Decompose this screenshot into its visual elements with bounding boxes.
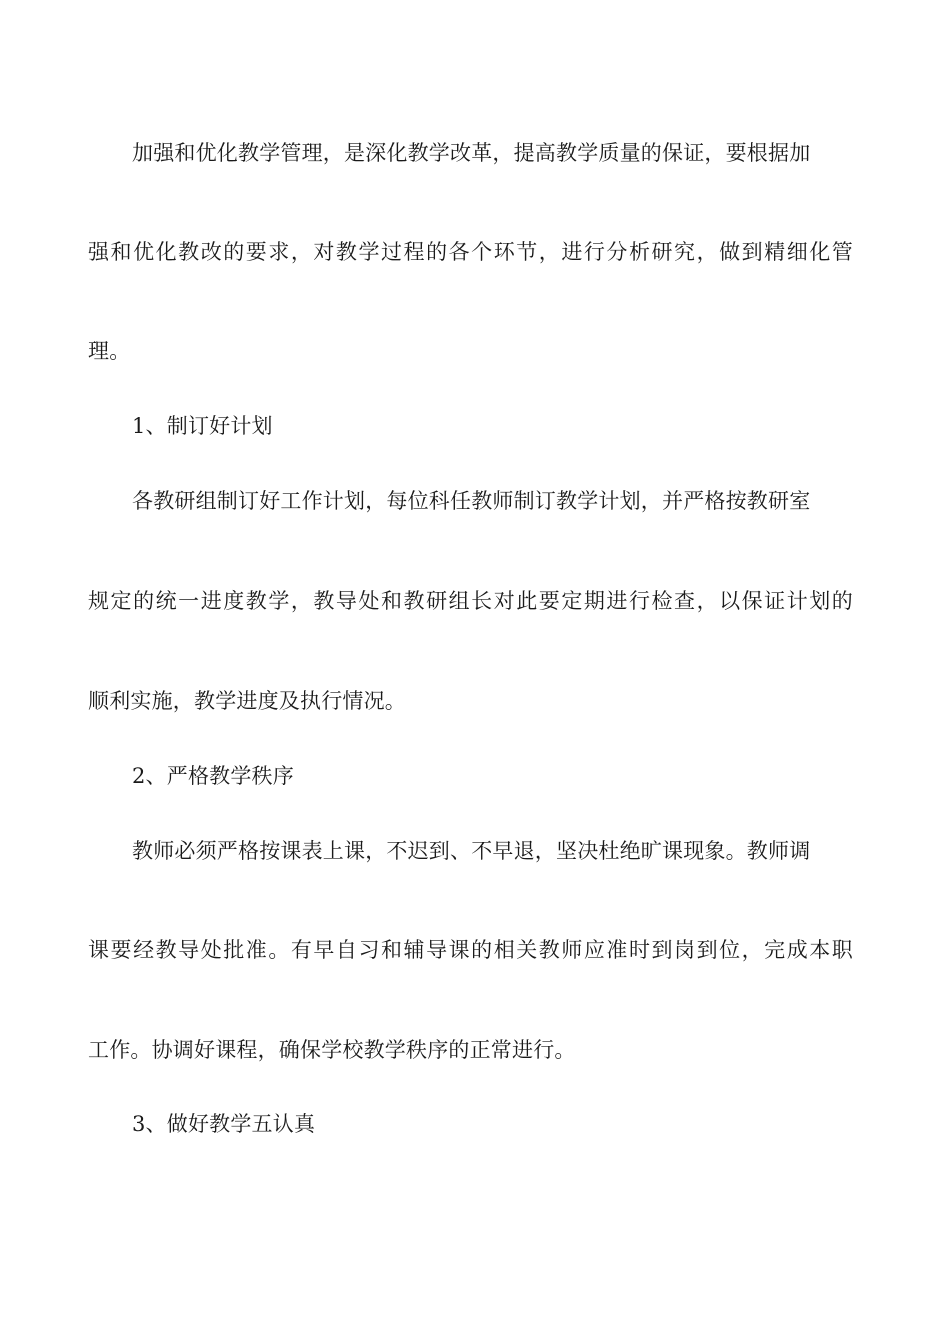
paragraph-line: 工作。协调好课程，确保学校教学秩序的正常进行。 [88, 1038, 576, 1062]
paragraph-line: 规定的统一进度教学，教导处和教研组长对此要定期进行检查，以保证计划的 [88, 589, 853, 613]
paragraph-line: 教师必须严格按课表上课，不迟到、不早退，坚决杜绝旷课现象。教师调 [132, 839, 811, 863]
paragraph-line: 理。 [88, 339, 131, 363]
paragraph-line: 课要经教导处批准。有早自习和辅导课的相关教师应准时到岗到位，完成本职 [88, 938, 853, 962]
section-heading: 2、严格教学秩序 [132, 764, 294, 788]
paragraph-line: 加强和优化教学管理，是深化教学改革，提高教学质量的保证，要根据加 [132, 141, 811, 165]
section-heading: 3、做好教学五认真 [132, 1112, 316, 1136]
paragraph-line: 顺利实施，教学进度及执行情况。 [88, 689, 406, 713]
paragraph-line: 各教研组制订好工作计划，每位科任教师制订教学计划，并严格按教研室 [132, 489, 811, 513]
section-heading: 1、制订好计划 [132, 414, 273, 438]
paragraph-line: 强和优化教改的要求，对教学过程的各个环节，进行分析研究，做到精细化管 [88, 240, 853, 264]
